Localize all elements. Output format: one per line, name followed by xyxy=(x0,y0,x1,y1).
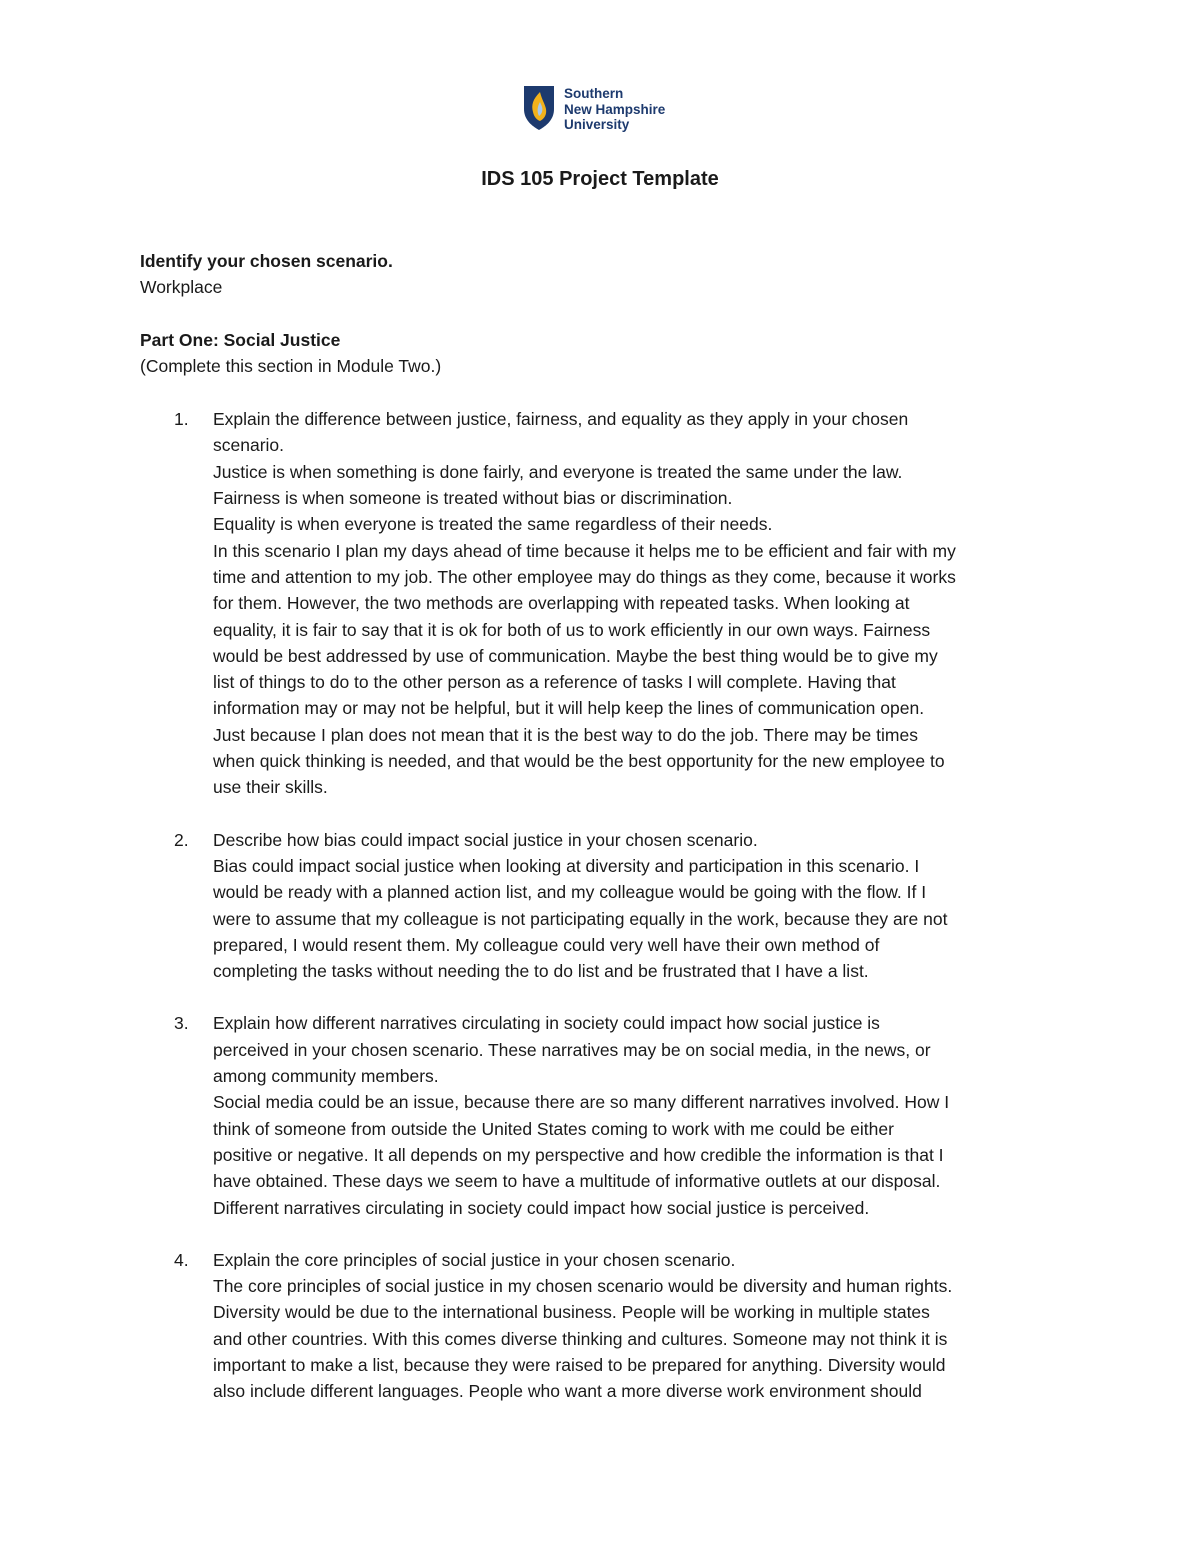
answer-line: use their skills. xyxy=(213,777,328,798)
flame-shield-icon xyxy=(522,85,556,131)
document-body xyxy=(140,248,1080,1405)
scenario-prompt: Identify your chosen scenario. xyxy=(140,251,393,271)
answer-line: Different narratives circulating in society could impact how social justice is perceived. xyxy=(213,1197,870,1218)
answer-line: have obtained. These days we seem to have a multitude of informative outlets at our disposal. xyxy=(213,1171,941,1192)
part-one-note: (Complete this section in Module Two.) xyxy=(140,355,442,376)
question-number: 4. xyxy=(174,1249,189,1270)
answer-line: Diversity would be due to the international business. People will be working in multiple states xyxy=(213,1302,930,1323)
question-prompt-line: Explain the difference between justice, fairness, and equality as they apply in your chosen xyxy=(213,409,909,430)
part-one-heading: Part One: Social Justice xyxy=(140,329,341,350)
logo-line-1: Southern xyxy=(564,86,624,101)
answer-line: completing the tasks without needing the to do list and be frustrated that I have a list. xyxy=(213,961,869,982)
logo-line-2: New Hampshire xyxy=(564,101,666,117)
question-list xyxy=(140,406,1080,1404)
answer-line: In this scenario I plan my days ahead of time because it helps me to be efficient and fair with my xyxy=(213,540,956,561)
answer-line: equality, it is fair to say that it is ok for both of us to work efficiently in our own ways. Fairness xyxy=(213,619,931,640)
answer-line: The core principles of social justice in my chosen scenario would be diversity and human rights. xyxy=(213,1276,953,1297)
question-prompt-line: among community members. xyxy=(213,1066,439,1087)
answer-line: would be ready with a planned action list, and my colleague would be going with the flow. If I xyxy=(213,882,927,903)
question-item xyxy=(140,1010,1080,1220)
answer-line: prepared, I would resent them. My colleague could very well have their own method of xyxy=(213,934,880,955)
answer-line: Bias could impact social justice when looking at diversity and participation in this scenario. I xyxy=(213,855,920,876)
question-number: 1. xyxy=(174,409,189,430)
answer-line: and other countries. With this comes diverse thinking and cultures. Someone may not think it is xyxy=(213,1328,948,1349)
answer-line: Equality is when everyone is treated the same regardless of their needs. xyxy=(213,514,773,535)
question-prompt-line: Explain how different narratives circulating in society could impact how social justice is xyxy=(213,1013,880,1034)
answer-line: were to assume that my colleague is not participating equally in the work, because they are not xyxy=(213,908,948,929)
question-number: 3. xyxy=(174,1013,189,1034)
answer-line: think of someone from outside the United States coming to work with me could be either xyxy=(213,1118,894,1139)
document-title: IDS 105 Project Template xyxy=(481,168,719,190)
answer-line: Social media could be an issue, because there are so many different narratives involved. How I xyxy=(213,1092,950,1113)
answer-line: when quick thinking is needed, and that would be the best opportunity for the new employee to xyxy=(213,751,945,772)
answer-line: information may or may not be helpful, but it will help keep the lines of communication open. xyxy=(213,698,925,719)
answer-line: Fairness is when someone is treated without bias or discrimination. xyxy=(213,488,733,509)
question-item xyxy=(140,1247,1080,1405)
question-prompt-line: Explain the core principles of social justice in your chosen scenario. xyxy=(213,1249,736,1270)
answer-line: also include different languages. People who want a more diverse work environment should xyxy=(213,1381,922,1402)
question-prompt-line: scenario. xyxy=(213,435,285,456)
answer-line: Just because I plan does not mean that it is the best way to do the job. There may be times xyxy=(213,724,918,745)
question-number: 2. xyxy=(174,829,189,850)
scenario-answer: Workplace xyxy=(140,277,223,298)
answer-line: important to make a list, because they were raised to be prepared for anything. Diversity would xyxy=(213,1354,946,1375)
answer-line: Justice is when something is done fairly, and everyone is treated the same under the law. xyxy=(213,461,903,482)
answer-line: list of things to do to the other person as a reference of tasks I will complete. Having that xyxy=(213,672,896,693)
answer-line: would be best addressed by use of communication. Maybe the best thing would be to give my xyxy=(213,645,938,666)
university-logo xyxy=(522,85,665,133)
question-prompt-line: perceived in your chosen scenario. These narratives may be on social media, in the news, or xyxy=(213,1039,931,1060)
question-prompt-line: Describe how bias could impact social justice in your chosen scenario. xyxy=(213,829,758,850)
answer-line: time and attention to my job. The other employee may do things as they come, because it works xyxy=(213,566,956,587)
answer-line: for them. However, the two methods are overlapping with repeated tasks. When looking at xyxy=(213,593,910,614)
question-item xyxy=(140,827,1080,985)
question-item xyxy=(140,406,1080,800)
logo-line-3: University xyxy=(564,117,630,132)
answer-line: positive or negative. It all depends on my perspective and how credible the information is that I xyxy=(213,1144,944,1165)
